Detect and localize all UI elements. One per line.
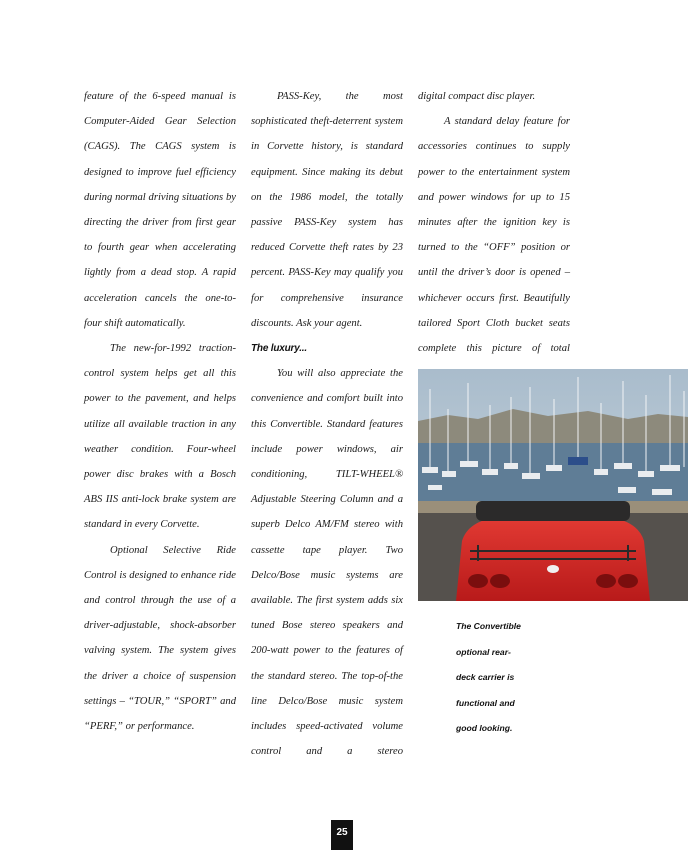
text-column-2: [251, 84, 403, 764]
body-paragraph: Optional Selective Ride Control is designed to enhance ride and control through the use of a driver-adjustable, shock-absorber valving system. The system gives the driver a choice of suspension settings – “TOUR,” “SPORT” and “PERF,” or performance.: [84, 544, 236, 733]
body-paragraph: PASS-Key, the most sophisticated theft-deterrent system in Corvette history, is standard equipment. Since making its debut on the 1986 model, the totally passive PASS-Key system has reduced Corvette theft rates by 23 percent. PASS-Key may qualify you for comprehensive insurance discounts. Ask your agent.: [251, 91, 403, 329]
caption-line: functional and: [456, 697, 515, 708]
text-column-1: [84, 84, 236, 739]
body-paragraph: The new-for-1992 traction-control system helps get all this power to the pavement, and helps utilize all available traction in any weather condition. Four-wheel power disc brakes with a Bosch ABS IIS anti-lock brake system are standard in every Corvette.: [84, 343, 236, 531]
convertible-marina-photo: [418, 369, 688, 601]
text-column-3: [418, 84, 570, 361]
page-number: 25: [331, 820, 353, 850]
caption-line: optional rear-: [456, 646, 511, 657]
car-interior: [476, 501, 630, 521]
emblem-icon: [547, 565, 559, 573]
body-paragraph: A standard delay feature for accessories continues to supply power to the entertainment system and power windows for up to 15 minutes after the ignition key is turned to the “OFF” position or until the driver’s door is opened – whichever occurs first. Beautifully tailored Sport Cloth bucket seats complete this picture of total: [418, 116, 570, 355]
caption-line: The Convertible: [456, 621, 521, 631]
caption-line: good looking.: [456, 723, 513, 733]
body-paragraph: feature of the 6-speed manual is Computer-Aided Gear Selection (CAGS). The CAGS system is designed to improve fuel efficiency during normal driving situations by directing the driver from first gear to fourth gear when accelerating lightly from a dead stop. A rapid acceleration cancels the one-to-four shift automatically.: [84, 91, 236, 329]
body-paragraph: digital compact disc player.: [418, 91, 536, 102]
body-paragraph: You will also appreciate the convenience and comfort built into this Convertible. Standard features include power windows, air conditioning, TILT-WHEEL® Adjustable Steering Column and a superb Delco AM/FM stereo with cassette tape player. Two Delco/Bose music systems are available. The first system adds six tuned Bose stereo speakers and 200-watt power to the features of the standard stereo. The top-of-the line Delco/Bose music system includes speed-activated volume control and a stereo: [251, 368, 403, 758]
caption-line: deck carrier is: [456, 672, 515, 682]
section-heading: The luxury...: [251, 343, 307, 355]
photo-caption: [456, 614, 556, 742]
